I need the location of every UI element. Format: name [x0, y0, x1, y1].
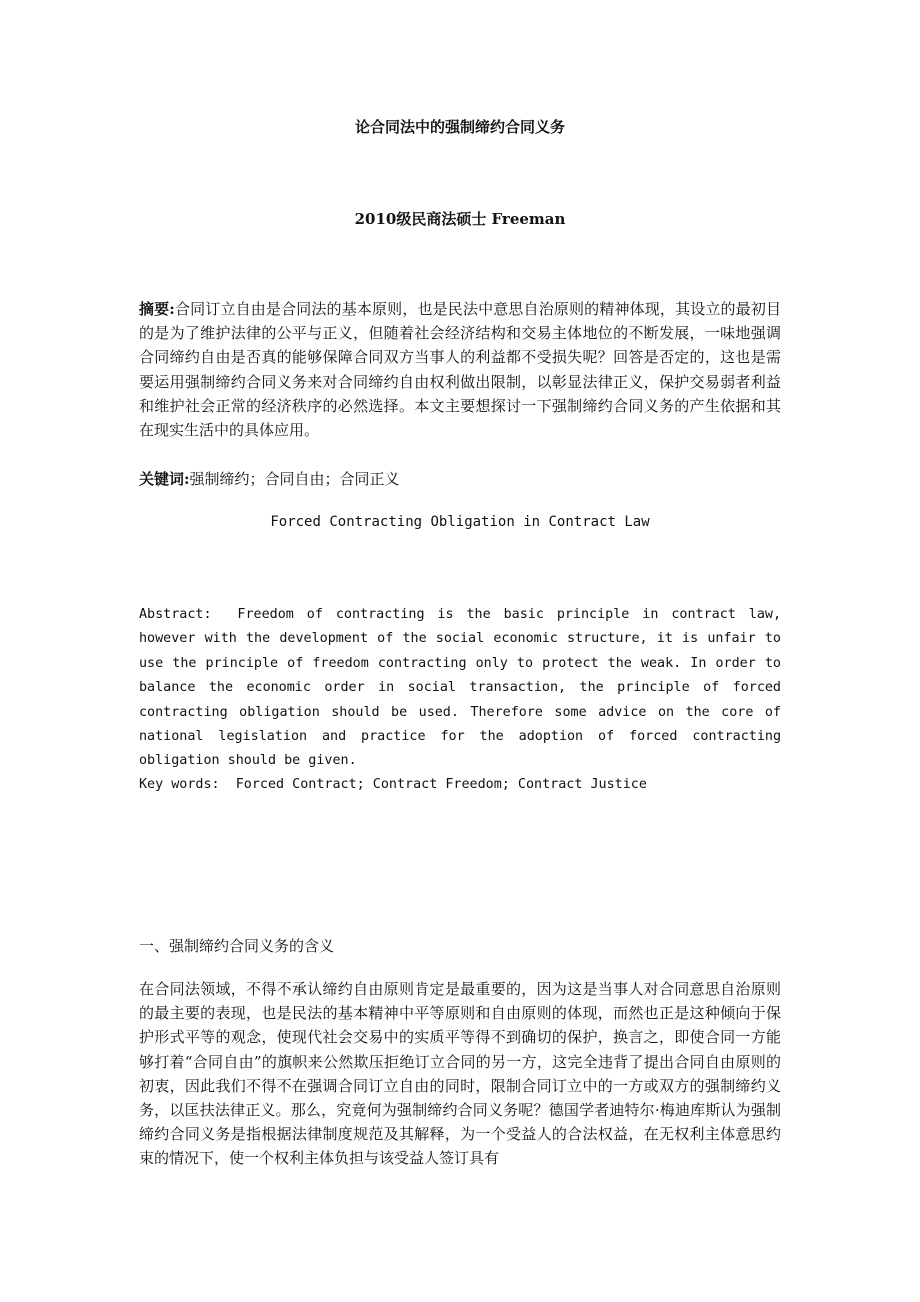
section-heading: 一、强制缔约合同义务的含义 — [139, 937, 335, 955]
chinese-abstract-text: 合同订立自由是合同法的基本原则，也是民法中意思自治原则的精神体现，其设立的最初目的是为了维护法律的公平与正义，但随着社会经济结构和交易主体地位的不断发展，一味地强调合同缔约自由是否真的能够保障合同双方当事人的利益都不受损失呢？回答是否定的，这也是需要运用强制缔约合同义务来对合同缔约自由权利做出限制，以彰显法律正义，保护交易弱者利益和维护社会正常的经济秩序的必然选择。本文主要想探讨一下强制缔约合同义务的产生依据和其在现实生活中的具体应用。 — [139, 300, 781, 440]
section-paragraph: 在合同法领域，不得不承认缔约自由原则肯定是最重要的，因为这是当事人对合同意思自治原则的最主要的表现，也是民法的基本精神中平等原则和自由原则的体现，而然也正是这种倾向于保护形式平等的观念，使现代社会交易中的实质平等得不到确切的保护，换言之，即使合同一方能够打着“合同自由”的旗帜来公然欺压拒绝订立合同的另一方，这完全违背了提出合同自由原则的初衷，因此我们不得不在强调合同订立自由的同时，限制合同订立中的一方或双方的强制缔约义务，以匡扶法律正义。那么，究竟何为强制缔约合同义务呢？德国学者迪特尔·梅迪库斯认为强制缔约合同义务是指根据法律制度规范及其解释，为一个受益人的合法权益，在无权利主体意思约束的情况下，使一个权利主体负担与该受益人签订具有 — [139, 980, 781, 1168]
chinese-abstract-label: 摘要: — [139, 300, 175, 318]
english-keywords-label: Key words: — [139, 777, 220, 792]
english-title: Forced Contracting Obligation in Contract Law — [270, 514, 650, 530]
english-keywords-text: Forced Contract; Contract Freedom; Contract Justice — [235, 777, 647, 792]
author-line: 2010级民商法硕士 Freeman — [354, 210, 566, 228]
chinese-keywords-text: 强制缔约；合同自由；合同正义 — [189, 470, 400, 488]
chinese-keywords-label: 关键词: — [139, 470, 190, 488]
page-title: 论合同法中的强制缔约合同义务 — [354, 118, 565, 136]
english-abstract-label: Abstract: — [139, 607, 212, 622]
chinese-keywords — [139, 467, 781, 491]
english-abstract — [139, 603, 781, 774]
english-keywords — [139, 773, 781, 797]
chinese-abstract — [139, 297, 781, 442]
english-abstract-text: Freedom of contracting is the basic principle in contract law, however with the development of the social economic structure, it is unfair to use the principle of freedom contracting only to protect the weak. In order to balance the economic order in social transaction, the principle of forced contracting obligation should be used. Therefore some advice on the core of national legislation and practice for the adoption of forced contracting obligation should be given. — [139, 607, 782, 769]
